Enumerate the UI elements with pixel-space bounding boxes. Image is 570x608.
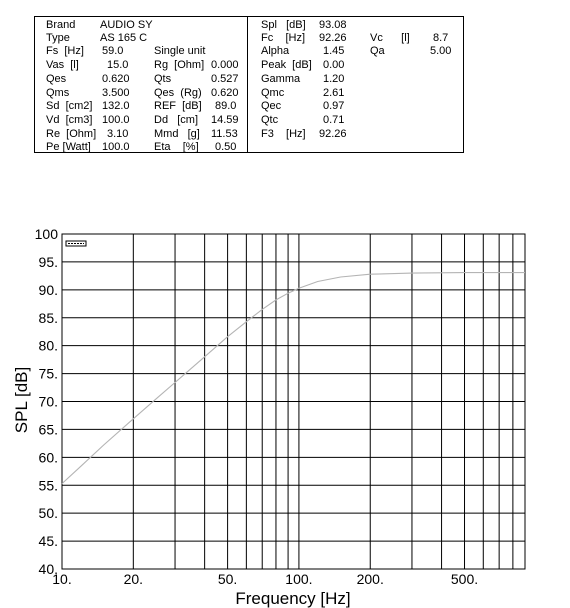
single-unit-label: Single unit (154, 45, 206, 57)
pe-value: 100.0 (102, 141, 130, 153)
fc-value: 92.26 (319, 32, 347, 44)
x-tick-label: 100. (285, 571, 313, 587)
mmd-value: 11.53 (211, 128, 238, 140)
vd-label: Vd [cm3] (46, 114, 93, 126)
eta-value: 0.50 (215, 141, 237, 153)
vc-label: Vc [l] (370, 32, 410, 44)
y-tick-label: 45. (38, 533, 58, 550)
rg-value: 0.000 (211, 59, 239, 71)
qa-value: 5.00 (430, 45, 452, 57)
x-tick-label: 20. (123, 571, 144, 587)
vas-label: Vas [l] (46, 59, 79, 71)
y-tick-label: 85. (38, 309, 58, 326)
y-tick-label: 80. (38, 337, 58, 354)
x-tick-label: 500. (450, 571, 479, 587)
y-tick-label: 60. (38, 449, 58, 466)
qts-value: 0.527 (211, 73, 239, 85)
qmc-label: Qmc (261, 87, 285, 99)
qa-label: Qa (370, 45, 385, 57)
x-tick-label: 10. (52, 571, 72, 587)
spl-value: 93.08 (319, 19, 347, 31)
qes-label: Qes (46, 73, 67, 85)
x-tick-label: 50. (217, 571, 238, 587)
x-tick-label: 200. (356, 571, 384, 587)
dd-value: 14.59 (211, 114, 239, 126)
vd-value: 100.0 (102, 114, 130, 126)
fs-value: 59.0 (102, 45, 124, 57)
mmd-label: Mmd [g] (154, 128, 200, 140)
alpha-value: 1.45 (323, 45, 345, 57)
y-axis-title: SPL [dB] (12, 366, 31, 434)
type-label: Type (46, 32, 70, 44)
re-label: Re [Ohm] (46, 128, 97, 140)
y-tick-label: 100 (34, 226, 58, 242)
y-tick-label: 65. (38, 421, 58, 438)
qms-value: 3.500 (102, 87, 130, 99)
qts-label: Qts (154, 73, 172, 85)
y-tick-label: 70. (38, 393, 58, 410)
y-tick-label: 75. (38, 365, 58, 382)
qes-rg-value: 0.620 (211, 87, 239, 99)
qes-value: 0.620 (102, 73, 130, 85)
spl-response-line (62, 273, 525, 484)
x-axis-title: Frequency [Hz] (235, 589, 351, 608)
qtc-value: 0.71 (323, 114, 345, 126)
chart-grid (62, 234, 525, 569)
y-tick-label: 50. (38, 505, 58, 522)
ref-label: REF [dB] (154, 100, 202, 112)
vas-value: 15.0 (107, 59, 129, 71)
eta-label: Eta [%] (154, 141, 199, 153)
dd-label: Dd [cm] (154, 114, 199, 126)
qes-rg-label: Qes (Rg) (154, 87, 202, 99)
ref-value: 89.0 (215, 100, 237, 112)
fs-label: Fs [Hz] (46, 45, 84, 57)
f3-value: 92.26 (319, 128, 347, 140)
qec-value: 0.97 (323, 100, 345, 112)
sd-label: Sd [cm2] (46, 100, 93, 112)
y-tick-label: 40. (38, 561, 58, 577)
y-tick-label: 95. (38, 253, 58, 270)
brand-value: AUDIO SY (100, 19, 153, 31)
rg-label: Rg [Ohm] (154, 59, 205, 71)
type-value: AS 165 C (100, 32, 148, 44)
qmc-value: 2.61 (323, 87, 345, 99)
qec-label: Qec (261, 100, 282, 112)
gamma-label: Gamma (261, 73, 301, 85)
fc-label: Fc [Hz] (261, 32, 305, 44)
brand-label: Brand (46, 19, 76, 31)
re-value: 3.10 (107, 128, 129, 140)
pe-label: Pe [Watt] (46, 141, 91, 153)
qtc-label: Qtc (261, 114, 279, 126)
f3-label: F3 [Hz] (261, 128, 306, 140)
qms-label: Qms (46, 87, 70, 99)
y-tick-label: 90. (38, 281, 58, 298)
alpha-label: Alpha (261, 45, 290, 57)
peak-label: Peak [dB] (261, 59, 312, 71)
peak-value: 0.00 (323, 59, 345, 71)
gamma-value: 1.20 (323, 73, 345, 85)
spl-label: Spl [dB] (261, 19, 306, 31)
y-tick-label: 55. (38, 477, 58, 494)
vc-value: 8.7 (433, 32, 449, 44)
sd-value: 132.0 (102, 100, 130, 112)
